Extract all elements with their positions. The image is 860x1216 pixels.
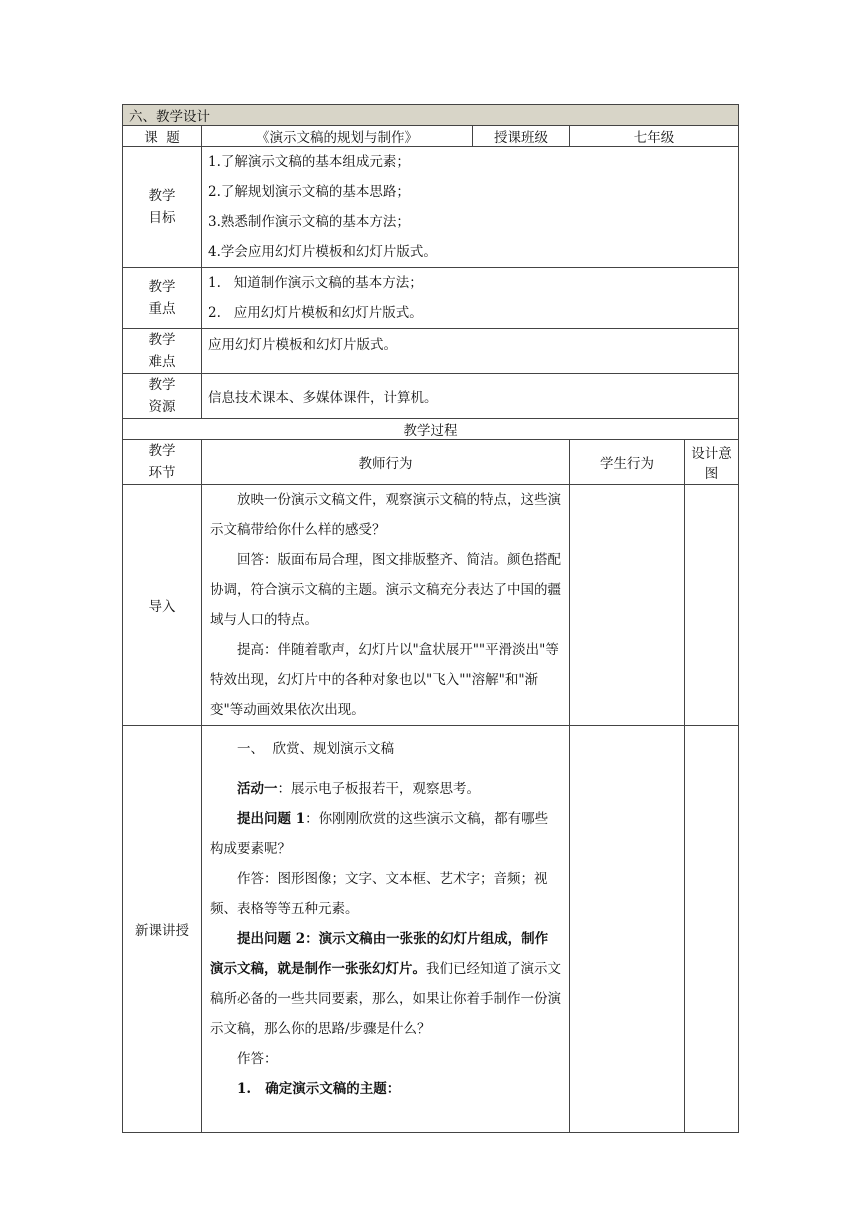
header-stage: 教学环节 — [123, 440, 202, 485]
intro-teacher — [202, 485, 570, 726]
goal-item: 4.学会应用幻灯片模板和幻灯片版式。 — [208, 244, 437, 260]
question-one-text: ：你刚刚欣赏的这些演示文稿，都有哪些构成要素呢？ — [210, 811, 549, 857]
new-lesson-student — [570, 726, 685, 1133]
goals-label: 教学目标 — [123, 147, 202, 268]
key-points-content — [202, 268, 739, 329]
process-title: 教学过程 — [123, 419, 739, 440]
new-lesson-intent — [685, 726, 739, 1133]
intro-paragraph: 回答：版面布局合理，图文排版整齐、简洁。颜色搭配协调，符合演示文稿的主题。演示文稿充分表达了中国的疆域与人口的特点。 — [210, 552, 561, 628]
new-lesson-stage: 新课讲授 — [123, 726, 202, 1133]
answer-one: 作答：图形图像；文字、文本框、艺术字；音频；视频、表格等等五种元素。 — [210, 871, 548, 917]
intro-intent — [685, 485, 739, 726]
difficulties-text: 应用幻灯片模板和幻灯片版式。 — [202, 329, 739, 374]
key-points-label: 教学重点 — [123, 268, 202, 329]
question-two-bold: 提出问题 2：演示文稿由一张张的幻灯片组成，制作演示文稿，就是制作一张张幻灯片。 — [210, 931, 549, 977]
section-title: 六、教学设计 — [123, 105, 739, 126]
course-label: 课 题 — [123, 126, 202, 147]
intro-paragraph: 提高：伴随着歌声，幻灯片以"盒状展开""平滑淡出"等特效出现，幻灯片中的各种对象也以"飞入""溶解"和"渐变"等动画效果依次出现。 — [210, 642, 559, 718]
header-intent: 设计意图 — [685, 440, 739, 485]
answer-two: 作答： — [237, 1051, 278, 1067]
header-teacher: 教师行为 — [202, 440, 570, 485]
goals-content — [202, 147, 739, 268]
course-title: 《演示文稿的规划与制作》 — [202, 126, 473, 147]
goal-item: 3.熟悉制作演示文稿的基本方法； — [208, 214, 410, 230]
activity-label: 活动一 — [237, 781, 278, 797]
goal-item: 2.了解规划演示文稿的基本思路； — [208, 184, 410, 200]
question-two — [210, 924, 561, 1044]
resources-label: 教学资源 — [123, 374, 202, 419]
intro-paragraph: 放映一份演示文稿文件，观察演示文稿的特点，这些演示文稿带给你什么样的感受？ — [210, 492, 561, 538]
question-one — [210, 804, 561, 864]
question-two-text: 我们已经知道了演示文稿所必备的一些共同要素，那么，如果让你着手制作一份演示文稿，那么你的思路/步骤是什么？ — [210, 961, 561, 1037]
intro-student — [570, 485, 685, 726]
class-value: 七年级 — [570, 126, 739, 147]
step-one: 1. 确定演示文稿的主题： — [237, 1081, 401, 1097]
key-point-item: 2. 应用幻灯片模板和幻灯片版式。 — [208, 305, 423, 321]
activity-text: ：展示电子板报若干，观察思考。 — [277, 781, 480, 797]
key-point-item: 1. 知道制作演示文稿的基本方法； — [208, 275, 423, 291]
header-student: 学生行为 — [570, 440, 685, 485]
activity-line — [210, 774, 561, 804]
lesson-heading: 一、 欣赏、规划演示文稿 — [237, 741, 395, 757]
new-lesson-teacher — [202, 726, 570, 1133]
class-label: 授课班级 — [473, 126, 570, 147]
lesson-plan-table — [122, 104, 739, 1133]
intro-stage: 导入 — [123, 485, 202, 726]
goal-item: 1.了解演示文稿的基本组成元素； — [208, 154, 410, 170]
question-one-label: 提出问题 1 — [237, 811, 306, 827]
difficulties-label: 教学难点 — [123, 329, 202, 374]
resources-text: 信息技术课本、多媒体课件，计算机。 — [202, 374, 739, 419]
